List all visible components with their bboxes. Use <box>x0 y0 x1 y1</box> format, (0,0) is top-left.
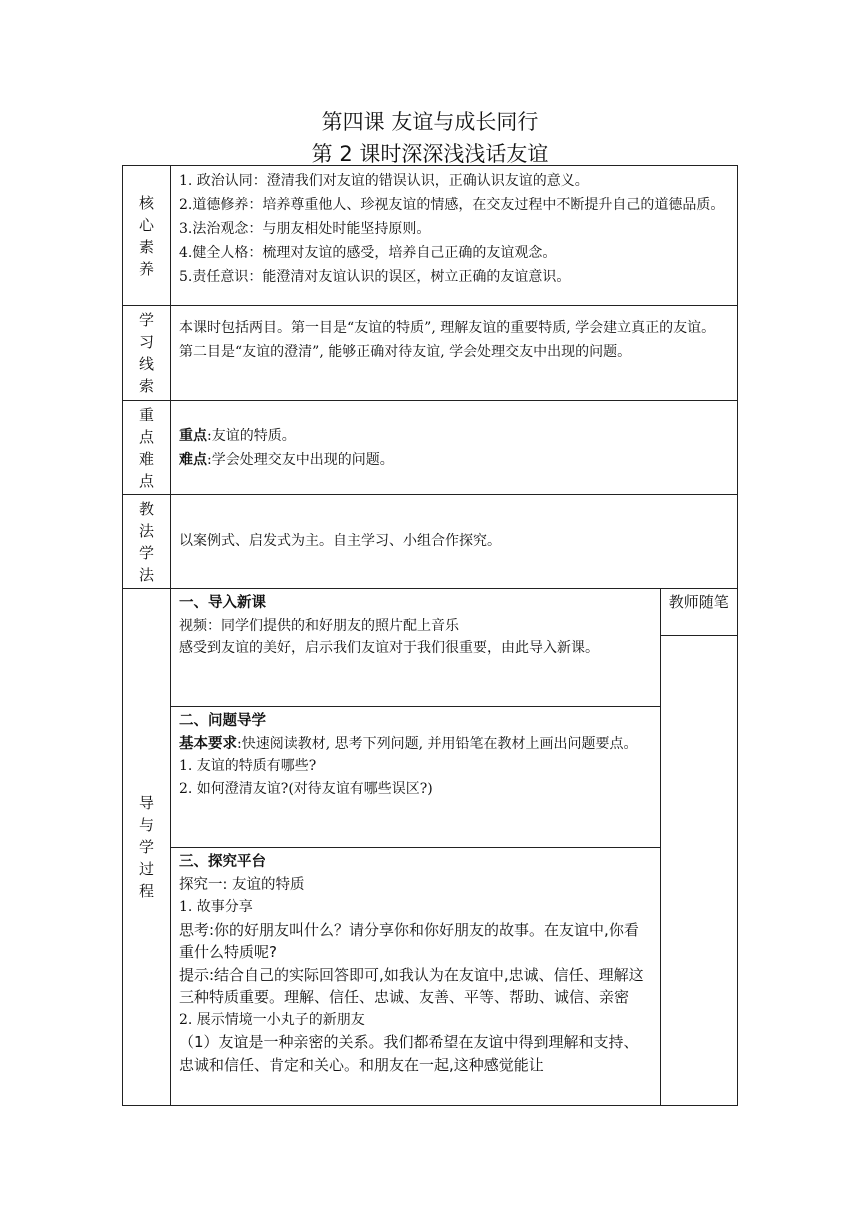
core-literacy-content <box>171 166 738 306</box>
core-item: 2.道德修养：培养尊重他人、珍视友谊的情感，在交友过程中不断提升自己的道德品质。 <box>179 197 725 213</box>
learning-clue-content: 本课时包括两目。第一目是“友谊的特质”, 理解友谊的重要特质, 学会建立真正的友谊。第二目是“友谊的澄清”, 能够正确对待友谊, 学会处理交友中出现的问题。 <box>171 306 738 401</box>
teacher-notes-header: 教师随笔 <box>661 589 738 636</box>
process-body <box>171 589 738 1106</box>
teacher-notes-column <box>660 589 737 1105</box>
section-guide: 二、问题导学 基本要求:快速阅读教材, 思考下列问题, 并用铅笔在教材上画出问题要点。 1. 友谊的特质有哪些? 2. 如何澄清友谊?(对待友谊有哪些误区?) <box>171 707 660 848</box>
section-heading: 三、探究平台 <box>179 854 266 870</box>
explore-subheading: 探究一: 友谊的特质 <box>179 876 305 893</box>
teaching-method-row <box>123 495 738 589</box>
difficult-point-label: 难点 <box>179 451 207 468</box>
section-heading: 二、问题导学 <box>179 713 266 729</box>
lesson-plan-table <box>122 165 738 1106</box>
core-item: 4.健全人格：梳理对友谊的感受，培养自己正确的友谊观念。 <box>179 245 557 261</box>
core-item: 3.法治观念：与朋友相处时能坚持原则。 <box>179 221 431 237</box>
section-explore: 三、探究平台 探究一: 友谊的特质 1. 故事分享 思考:你的好朋友叫什么？请分享你和你好朋友的故事。在友谊中,你看重什么特质呢? 提示:结合自己的实际回答即可,如我认为在友谊中,忠诚、信任、理解这三种特质重要。理解、信任、忠诚、友善、平等、帮助、诚信、亲密 2. 展示情境一小丸子的新朋友 （1）友谊是一种亲密的关系。我们都希望在友谊中得到理解和支持、忠诚和信任、肯定和关心。和朋友在一起,这种感觉能让 <box>171 848 660 1106</box>
key-difficult-content: 重点:友谊的特质。 难点:学会处理交友中出现的问题。 <box>171 401 738 495</box>
teaching-method-label: 教 法 学 法 <box>123 495 171 589</box>
basic-requirement-label: 基本要求 <box>179 735 237 752</box>
section-intro: 一、导入新课 视频：同学们提供的和好朋友的照片配上音乐 感受到友谊的美好，启示我们友谊对于我们很重要，由此导入新课。 <box>171 589 660 707</box>
key-difficult-row <box>123 401 738 495</box>
core-literacy-label: 核 心 素 养 <box>123 166 171 306</box>
key-point-label: 重点 <box>179 427 207 444</box>
key-difficult-label: 重 点 难 点 <box>123 401 171 495</box>
learning-clue-row <box>123 306 738 401</box>
lesson-title: 第四课 友谊与成长同行 <box>321 110 539 134</box>
teaching-method-content: 以案例式、启发式为主。自主学习、小组合作探究。 <box>171 495 738 589</box>
core-item: 5.责任意识：能澄清对友谊认识的误区，树立正确的友谊意识。 <box>179 269 571 285</box>
process-label: 导 与 学 过 程 <box>123 589 171 1106</box>
section-heading: 一、导入新课 <box>179 595 266 611</box>
core-item: 1. 政治认同：澄清我们对友谊的错误认识，正确认识友谊的意义。 <box>179 173 589 189</box>
learning-clue-label: 学 习 线 索 <box>123 306 171 401</box>
process-row <box>123 589 738 1106</box>
process-inner-table <box>171 589 737 1105</box>
core-literacy-row <box>123 166 738 306</box>
lesson-subtitle: 第 2 课时深深浅浅话友谊 <box>311 142 549 166</box>
